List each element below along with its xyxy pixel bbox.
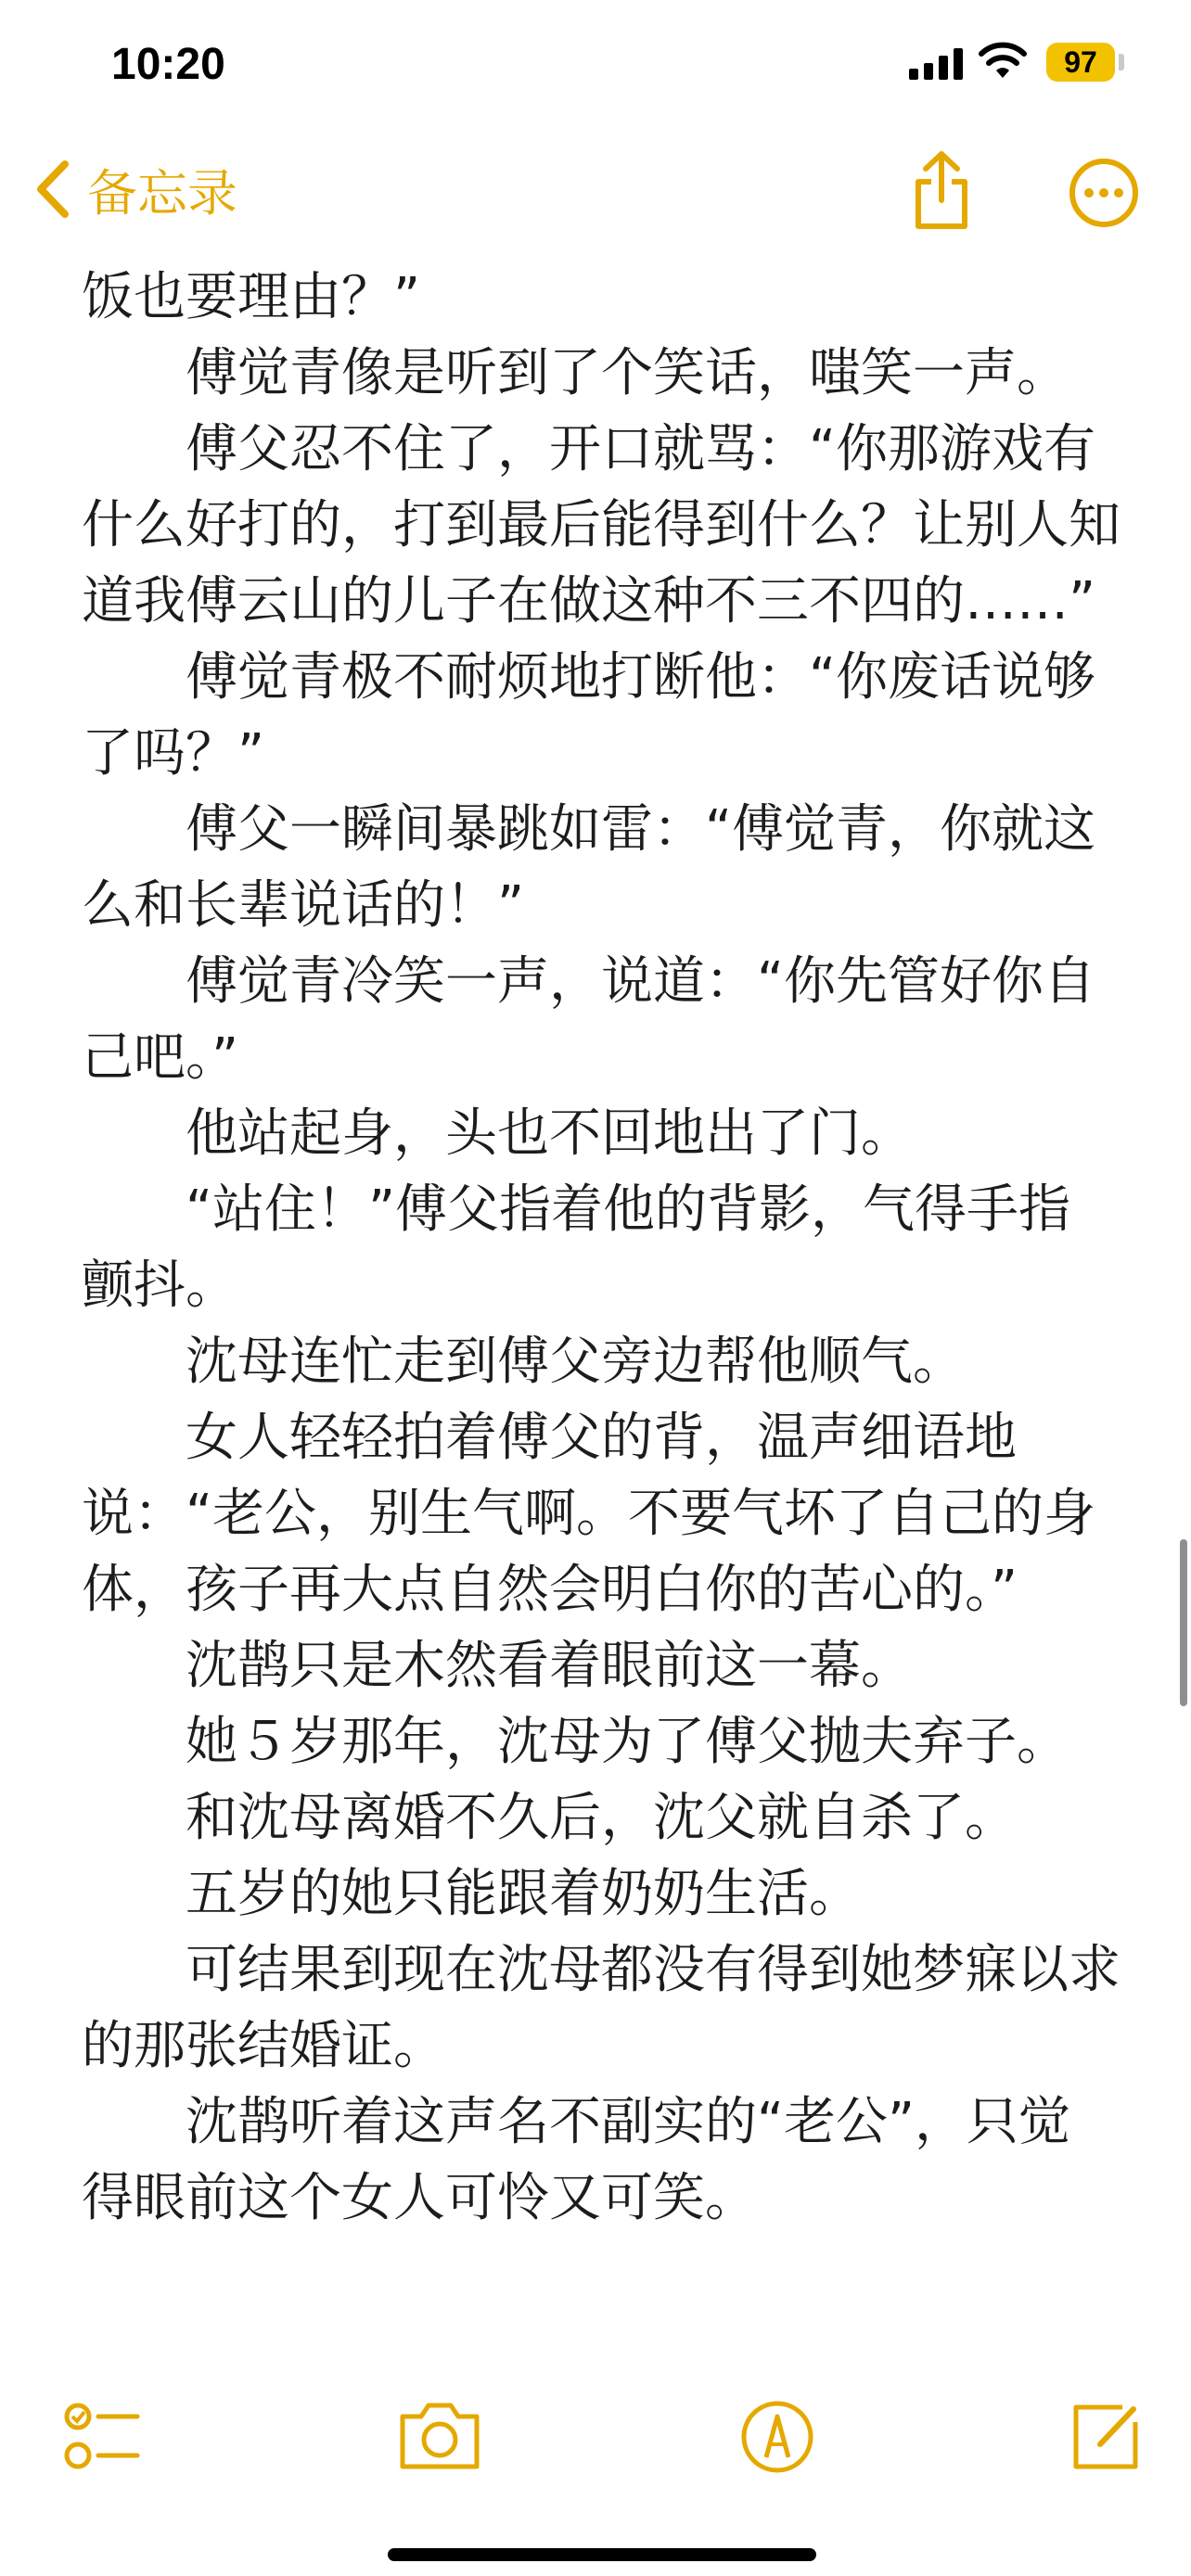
note-paragraph: 五岁的她只能跟着奶奶生活。 [186, 1864, 861, 1924]
home-indicator [388, 2548, 816, 2561]
navigation-bar [0, 130, 1191, 250]
share-icon[interactable] [909, 148, 974, 232]
scroll-indicator[interactable] [1180, 1539, 1187, 1706]
note-paragraph: 可结果到现在沈母都没有得到她梦寐以求的那张结婚证。 [82, 1940, 1121, 2076]
note-paragraph: 沈鹊只是木然看着眼前这一幕。 [186, 1636, 913, 1696]
note-paragraph: 傅觉青冷笑一声，说道：“你先管好你自己吧。” [82, 951, 1096, 1088]
note-paragraph: 沈母连忙走到傅父旁边帮他顺气。 [186, 1332, 965, 1392]
battery-indicator: 97 [1046, 43, 1115, 82]
bottom-toolbar [0, 2346, 1191, 2576]
back-button[interactable] [33, 152, 237, 226]
note-body[interactable] [82, 260, 1121, 2237]
wifi-icon [978, 41, 1028, 82]
note-paragraph: 沈鹊听着这声名不副实的“老公”，只觉得眼前这个女人可怜又可笑。 [82, 2092, 1071, 2228]
note-paragraph: 傅觉青像是听到了个笑话，嗤笑一声。 [186, 343, 1069, 403]
note-paragraph: 和沈母离婚不久后，沈父就自杀了。 [186, 1788, 1017, 1848]
note-paragraph: 傅觉青极不耐烦地打断他：“你废话说够了吗？” [82, 647, 1096, 784]
status-bar [0, 0, 1191, 130]
cellular-signal-icon [909, 48, 965, 80]
checklist-icon[interactable] [63, 2398, 141, 2476]
more-icon[interactable] [1069, 158, 1139, 228]
battery-tip [1119, 54, 1124, 70]
status-time: 10:20 [111, 40, 225, 89]
note-paragraph: 饭也要理由？” [82, 267, 421, 327]
note-paragraph: 女人轻轻拍着傅父的背，温声细语地说：“老公，别生气啊。不要气坏了自己的身体，孩子再大点自然会明白你的苦心的。” [82, 1408, 1096, 1620]
markup-icon[interactable] [738, 2398, 816, 2476]
camera-icon[interactable] [397, 2398, 482, 2472]
note-paragraph: 傅父一瞬间暴跳如雷：“傅觉青，你就这么和长辈说话的！” [82, 799, 1096, 936]
note-paragraph: 他站起身，头也不回地出了门。 [186, 1103, 913, 1164]
back-button-label: 备忘录 [87, 163, 237, 223]
note-paragraph: “站住！”傅父指着他的背影，气得手指颤抖。 [82, 1180, 1071, 1316]
compose-icon[interactable] [1067, 2398, 1145, 2476]
note-paragraph: 傅父忍不住了，开口就骂：“你那游戏有什么好打的，打到最后能得到什么？让别人知道我傅云山的儿子在做这种不三不四的……” [82, 419, 1121, 631]
note-paragraph: 她５岁那年，沈母为了傅父抛夫弃子。 [186, 1712, 1069, 1772]
chevron-left-icon [33, 159, 70, 220]
